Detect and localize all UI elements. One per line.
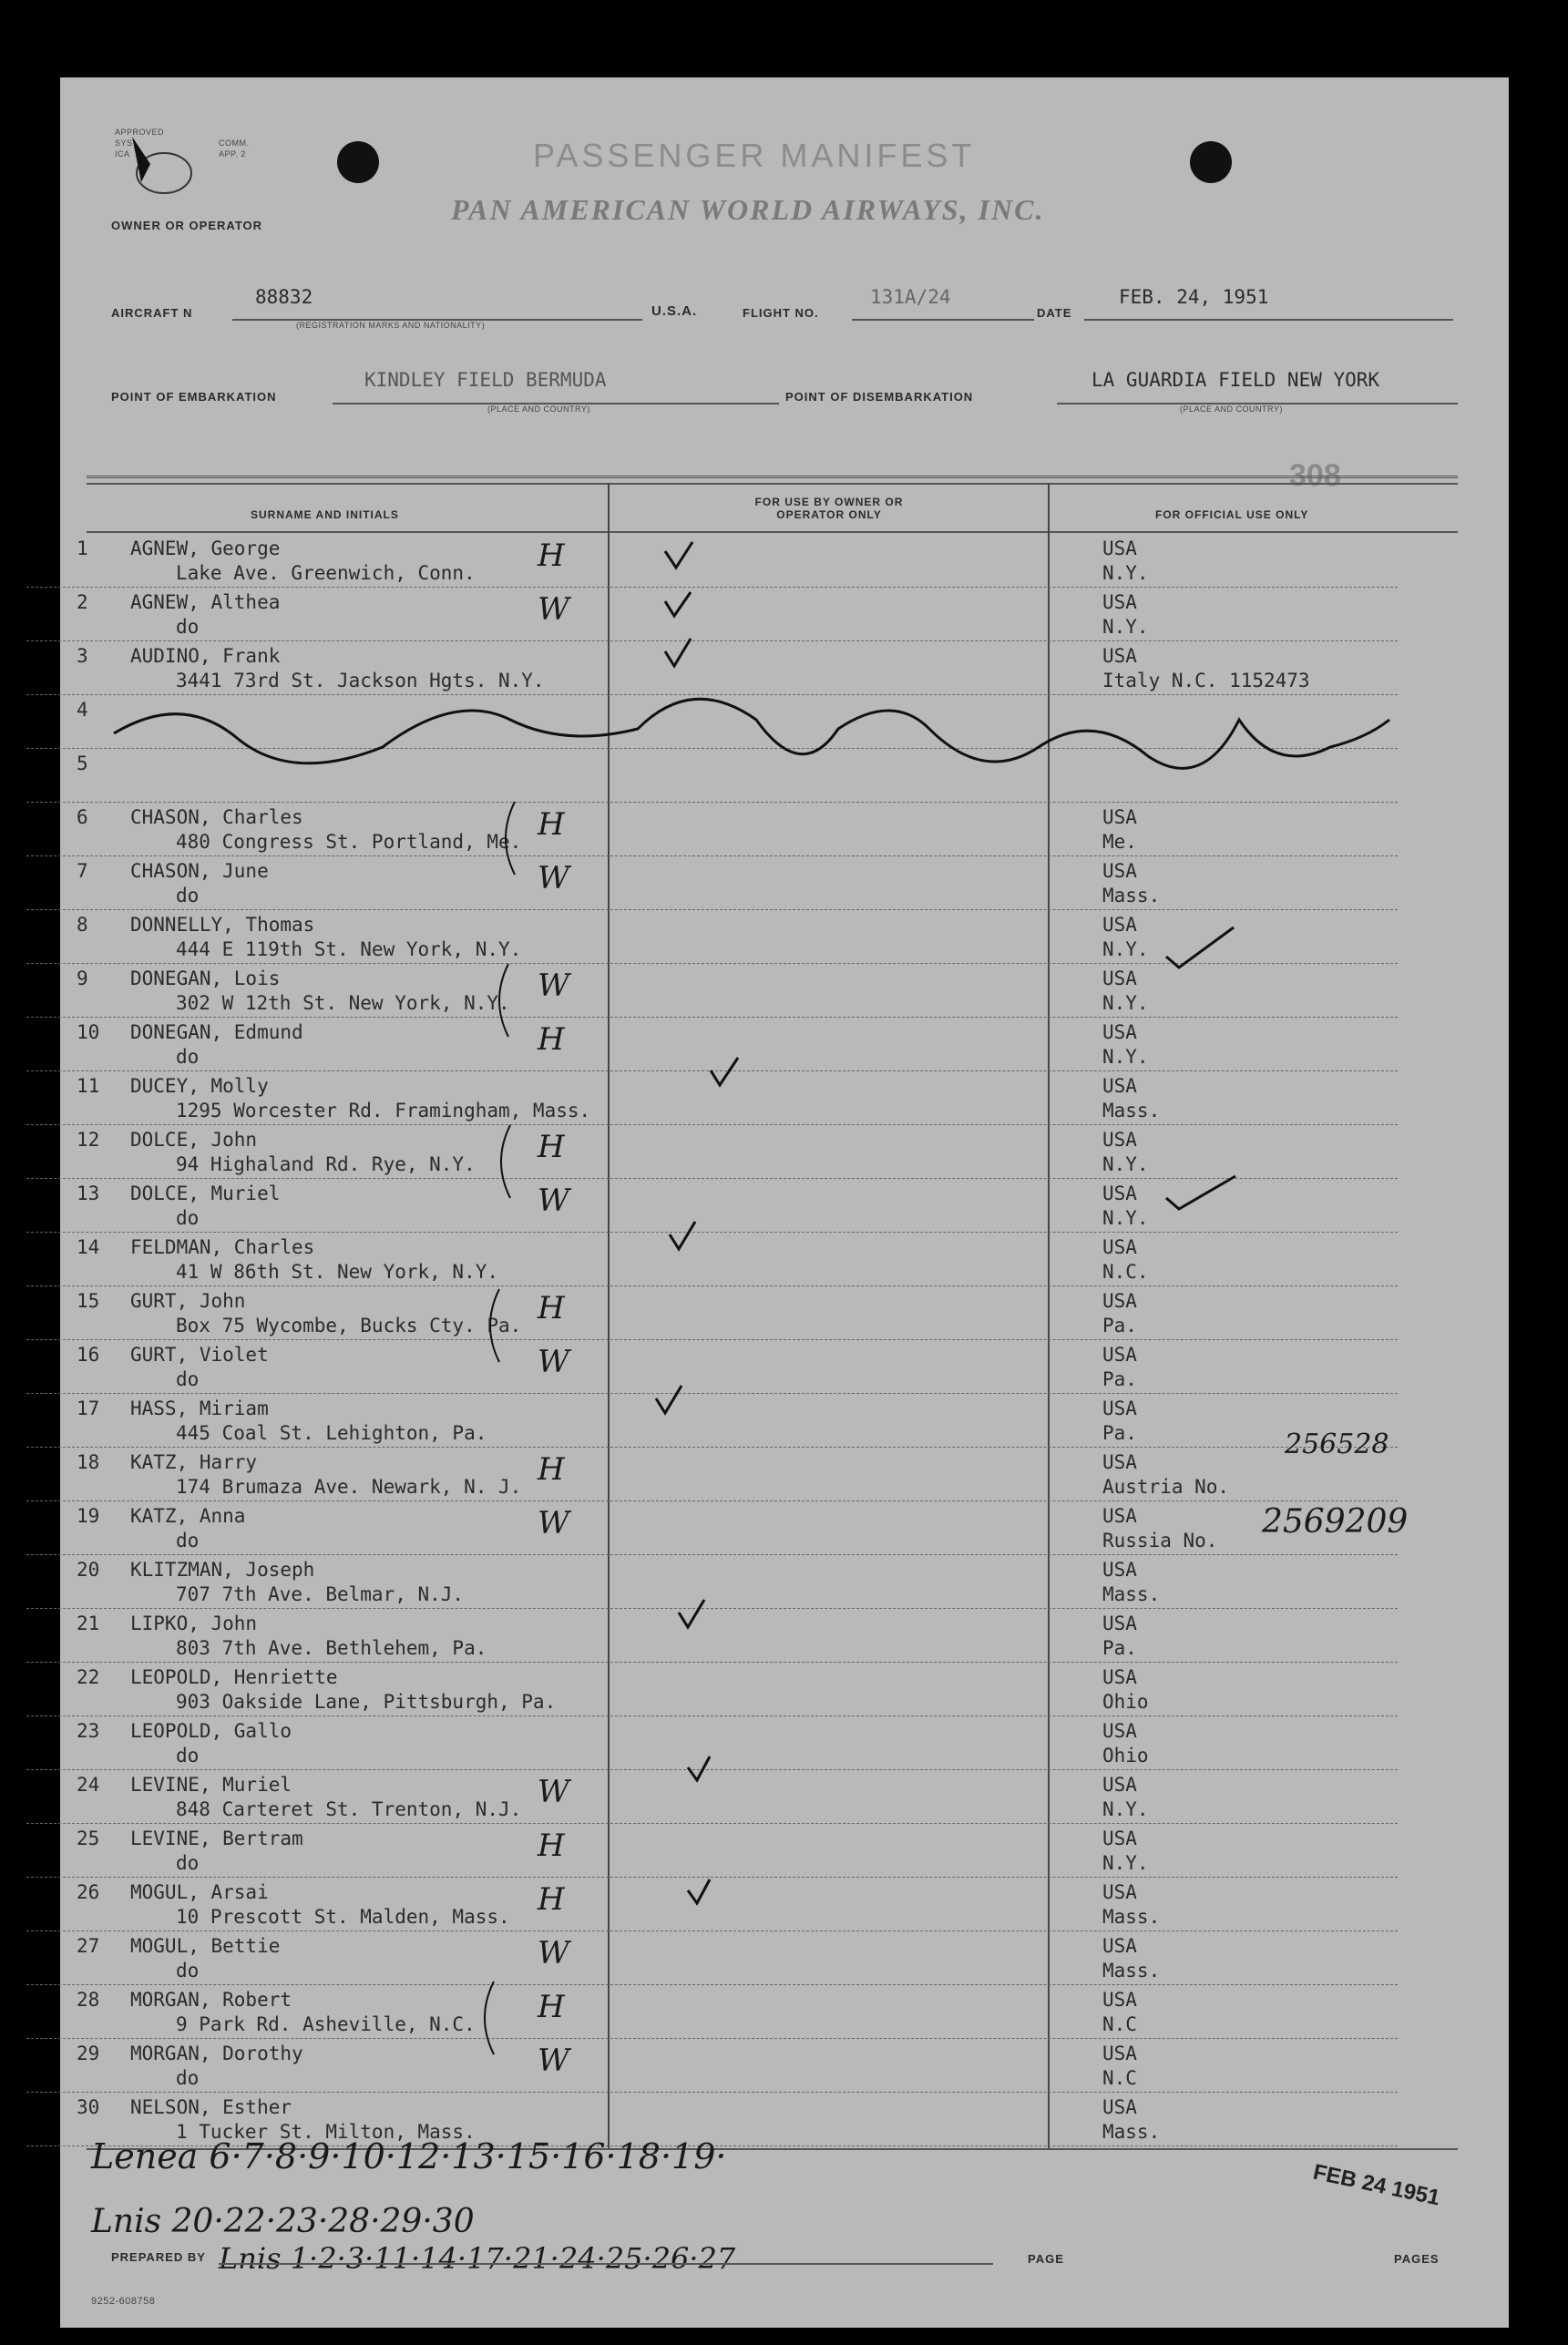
row-number: 11 (77, 1075, 100, 1097)
passenger-address: 445 Coal St. Lehighton, Pa. (176, 1422, 487, 1444)
bracket-marks (485, 802, 515, 2054)
passenger-address: 444 E 119th St. New York, N.Y. (176, 938, 522, 960)
passenger-name: CHASON, Charles (130, 806, 303, 828)
passenger-name: MOGUL, Arsai (130, 1881, 269, 1903)
passenger-name: LEOPOLD, Gallo (130, 1720, 292, 1742)
form-title: PASSENGER MANIFEST (533, 137, 976, 174)
official-nationality: USA (1102, 1236, 1137, 1258)
passenger-address: Box 75 Wycombe, Bucks Cty. Pa. (176, 1315, 522, 1336)
passenger-address: do (176, 616, 200, 638)
passenger-address: 10 Prescott St. Malden, Mass. (176, 1906, 510, 1928)
row-number: 24 (77, 1774, 100, 1796)
passenger-address: do (176, 1046, 200, 1068)
operator-mark: W (538, 860, 569, 896)
row-number: 8 (77, 914, 88, 936)
operator-mark: H (538, 806, 565, 843)
operator-mark: H (538, 1881, 565, 1918)
stamp-line-3: ICA (115, 149, 130, 159)
row-number: 1 (77, 538, 88, 559)
row-number: 27 (77, 1935, 100, 1957)
nationality: U.S.A. (651, 303, 698, 319)
official-nationality: USA (1102, 1881, 1137, 1903)
passenger-address: 707 7th Ave. Belmar, N.J. (176, 1583, 465, 1605)
passenger-address: 903 Oakside Lane, Pittsburgh, Pa. (176, 1691, 557, 1713)
flight-date: FEB. 24, 1951 (1119, 286, 1269, 308)
passenger-address: 848 Carteret St. Trenton, N.J. (176, 1798, 522, 1820)
disembark-point: LA GUARDIA FIELD NEW YORK (1091, 369, 1380, 391)
operator-mark: W (538, 591, 569, 628)
official-nationality: USA (1102, 1290, 1137, 1312)
operator-mark: H (538, 1021, 565, 1058)
passenger-address: do (176, 1530, 200, 1551)
passenger-address: do (176, 2067, 200, 2089)
official-nationality: USA (1102, 1183, 1137, 1204)
flight-label: FLIGHT NO. (743, 306, 819, 320)
operator-mark: H (538, 1129, 565, 1165)
passenger-name: LEVINE, Bertram (130, 1828, 303, 1849)
row-number: 29 (77, 2043, 100, 2064)
aircraft-number: 88832 (255, 286, 313, 308)
row-number: 5 (77, 753, 88, 774)
passenger-address: do (176, 885, 200, 906)
official-nationality: USA (1102, 1505, 1137, 1527)
row-number: 16 (77, 1344, 100, 1366)
passenger-name: KATZ, Harry (130, 1451, 258, 1473)
official-nationality: USA (1102, 1075, 1137, 1097)
handwritten-katz-anna-no: 2569209 (1262, 1503, 1409, 1541)
handwritten-katz-harry-no: 256528 (1285, 1429, 1389, 1460)
passenger-address: 302 W 12th St. New York, N.Y. (176, 992, 510, 1014)
passenger-name: LIPKO, John (130, 1613, 258, 1634)
operator-mark: H (538, 538, 565, 574)
official-residence: Mass. (1102, 1100, 1161, 1121)
row-number: 26 (77, 1881, 100, 1903)
passenger-address: do (176, 1960, 200, 1981)
passenger-address: do (176, 1745, 200, 1766)
official-nationality: USA (1102, 914, 1137, 936)
row-number: 13 (77, 1183, 100, 1204)
passenger-address: 803 7th Ave. Bethlehem, Pa. (176, 1637, 487, 1659)
received-date-stamp: FEB 24 1951 (1310, 2159, 1442, 2211)
operator-mark: H (538, 1451, 565, 1488)
operator-mark: H (538, 1290, 565, 1326)
row-number: 28 (77, 1989, 100, 2011)
official-nationality: USA (1102, 1451, 1137, 1473)
official-nationality: USA (1102, 1666, 1137, 1688)
official-residence: Pa. (1102, 1368, 1137, 1390)
passenger-name: MORGAN, Dorothy (130, 2043, 303, 2064)
official-nationality: USA (1102, 1720, 1137, 1742)
official-residence: Mass. (1102, 885, 1161, 906)
official-residence: N.Y. (1102, 562, 1149, 584)
official-residence: Pa. (1102, 1422, 1137, 1444)
registration-caption: (REGISTRATION MARKS AND NATIONALITY) (296, 321, 486, 330)
column-header-official: FOR OFFICIAL USE ONLY (1155, 508, 1309, 521)
passenger-name: NELSON, Esther (130, 2096, 292, 2118)
official-nationality: USA (1102, 968, 1137, 989)
official-residence: Mass. (1102, 1960, 1161, 1981)
official-residence: Pa. (1102, 1315, 1137, 1336)
prepared-by-underline (219, 2263, 993, 2265)
passenger-address: do (176, 1368, 200, 1390)
official-residence: N.Y. (1102, 1207, 1149, 1229)
official-nationality: USA (1102, 2043, 1137, 2064)
official-residence: N.Y. (1102, 1046, 1149, 1068)
passenger-name: AGNEW, George (130, 538, 281, 559)
pages-label: PAGES (1394, 2252, 1440, 2266)
operator-mark: W (538, 1935, 569, 1971)
official-nationality: USA (1102, 1021, 1137, 1043)
official-residence: N.C (1102, 2067, 1137, 2089)
operator-mark: W (538, 2043, 569, 2079)
stamp-line-1: APPROVED (115, 128, 165, 137)
owner-operator-label: OWNER OR OPERATOR (111, 219, 263, 232)
passenger-address: 94 Highaland Rd. Rye, N.Y. (176, 1153, 476, 1175)
official-residence: N.Y. (1102, 1153, 1149, 1175)
passenger-name: DUCEY, Molly (130, 1075, 269, 1097)
official-nationality: USA (1102, 1344, 1137, 1366)
passenger-address: 174 Brumaza Ave. Newark, N. J. (176, 1476, 522, 1498)
column-header-surname: SURNAME AND INITIALS (251, 508, 399, 521)
flight-number: 131A/24 (870, 286, 951, 308)
passenger-name: MOGUL, Bettie (130, 1935, 281, 1957)
disembark-label: POINT OF DISEMBARKATION (785, 390, 974, 404)
operator-mark: W (538, 968, 569, 1004)
passenger-name: DONEGAN, Lois (130, 968, 281, 989)
passenger-name: HASS, Miriam (130, 1398, 269, 1419)
column-header-owner: FOR USE BY OWNER OR OPERATOR ONLY (754, 496, 904, 521)
row-number: 10 (77, 1021, 100, 1043)
passenger-name: KATZ, Anna (130, 1505, 246, 1527)
disembark-caption: (PLACE AND COUNTRY) (1180, 404, 1283, 414)
official-residence: N.Y. (1102, 616, 1149, 638)
embark-point: KINDLEY FIELD BERMUDA (364, 369, 607, 391)
passenger-name: KLITZMAN, Joseph (130, 1559, 315, 1581)
row-number: 9 (77, 968, 88, 989)
passenger-address: do (176, 1852, 200, 1874)
passenger-name: DOLCE, John (130, 1129, 258, 1151)
official-nationality: USA (1102, 1989, 1137, 2011)
date-label: DATE (1037, 306, 1072, 320)
embark-label: POINT OF EMBARKATION (111, 390, 277, 404)
passenger-address: 3441 73rd St. Jackson Hgts. N.Y. (176, 670, 545, 691)
passenger-name: MORGAN, Robert (130, 1989, 292, 2011)
official-residence: Mass. (1102, 2121, 1161, 2143)
row-number: 19 (77, 1505, 100, 1527)
official-residence: Mass. (1102, 1583, 1161, 1605)
official-nationality: USA (1102, 1774, 1137, 1796)
official-nationality: USA (1102, 806, 1137, 828)
row-number: 15 (77, 1290, 100, 1312)
official-nationality: USA (1102, 860, 1137, 882)
official-residence: N.C (1102, 2013, 1137, 2035)
page-label: PAGE (1028, 2252, 1064, 2266)
official-residence: N.Y. (1102, 992, 1149, 1014)
owner-operator-name: PAN AMERICAN WORLD AIRWAYS, INC. (451, 193, 1045, 226)
row-number: 7 (77, 860, 88, 882)
passenger-name: FELDMAN, Charles (130, 1236, 315, 1258)
aircraft-label: AIRCRAFT N (111, 306, 193, 320)
official-nationality: USA (1102, 591, 1137, 613)
official-nationality: USA (1102, 2096, 1137, 2118)
row-number: 21 (77, 1613, 100, 1634)
prepared-by-label: PREPARED BY (111, 2250, 206, 2264)
passenger-name: GURT, Violet (130, 1344, 269, 1366)
passenger-name: DONNELLY, Thomas (130, 914, 315, 936)
stamp-line-5: APP. 2 (219, 149, 246, 159)
row-number: 12 (77, 1129, 100, 1151)
official-residence: N.Y. (1102, 1798, 1149, 1820)
official-residence: Austria No. (1102, 1476, 1230, 1498)
check-marks (656, 542, 1235, 1903)
stamp-line-2: SYS (115, 138, 133, 148)
passenger-name: LEVINE, Muriel (130, 1774, 292, 1796)
row-number: 20 (77, 1559, 100, 1581)
passenger-name: CHASON, June (130, 860, 269, 882)
official-nationality: USA (1102, 1935, 1137, 1957)
official-residence: N.Y. (1102, 1852, 1149, 1874)
stamp-line-4: COMM. (219, 138, 250, 148)
passenger-name: AUDINO, Frank (130, 645, 281, 667)
passenger-address: Lake Ave. Greenwich, Conn. (176, 562, 476, 584)
official-nationality: USA (1102, 1613, 1137, 1634)
row-number: 18 (77, 1451, 100, 1473)
passenger-name: LEOPOLD, Henriette (130, 1666, 338, 1688)
form-number: 9252-608758 (91, 2296, 156, 2307)
operator-mark: W (538, 1183, 569, 1219)
operator-mark: W (538, 1774, 569, 1810)
passenger-address: 41 W 86th St. New York, N.Y. (176, 1261, 499, 1283)
official-nationality: USA (1102, 1398, 1137, 1419)
passenger-name: DOLCE, Muriel (130, 1183, 281, 1204)
official-residence: Italy N.C. 1152473 (1102, 670, 1310, 691)
row-number: 4 (77, 699, 88, 721)
operator-mark: H (538, 1989, 565, 2025)
row-number: 25 (77, 1828, 100, 1849)
row-number: 17 (77, 1398, 100, 1419)
official-residence: Pa. (1102, 1637, 1137, 1659)
handwritten-line-1: Lenea 6·7·8·9·10·12·13·15·16·18·19· (91, 2136, 727, 2176)
page-stamp-number: 308 (1289, 458, 1341, 493)
official-residence: Mass. (1102, 1906, 1161, 1928)
operator-mark: W (538, 1505, 569, 1541)
passenger-address: do (176, 1207, 200, 1229)
operator-mark: H (538, 1828, 565, 1864)
handwritten-line-3: Lnis 1·2·3·11·14·17·21·24·25·26·27 (219, 2241, 736, 2276)
passenger-address: 1295 Worcester Rd. Framingham, Mass. (176, 1100, 591, 1121)
row-number: 3 (77, 645, 88, 667)
passenger-address: 9 Park Rd. Asheville, N.C. (176, 2013, 476, 2035)
row-number: 23 (77, 1720, 100, 1742)
official-nationality: USA (1102, 538, 1137, 559)
passenger-address: 480 Congress St. Portland, Me. (176, 831, 522, 853)
operator-mark: W (538, 1344, 569, 1380)
row-number: 30 (77, 2096, 100, 2118)
row-number: 2 (77, 591, 88, 613)
official-residence: Ohio (1102, 1691, 1149, 1713)
official-residence: Me. (1102, 831, 1137, 853)
official-residence: Ohio (1102, 1745, 1149, 1766)
official-residence: N.C. (1102, 1261, 1149, 1283)
official-nationality: USA (1102, 1129, 1137, 1151)
passenger-name: GURT, John (130, 1290, 246, 1312)
handwritten-line-2: Lnis 20·22·23·28·29·30 (91, 2203, 475, 2240)
row-number: 6 (77, 806, 88, 828)
official-residence: Russia No. (1102, 1530, 1218, 1551)
official-residence: N.Y. (1102, 938, 1149, 960)
official-nationality: USA (1102, 1828, 1137, 1849)
official-nationality: USA (1102, 645, 1137, 667)
passenger-name: AGNEW, Althea (130, 591, 281, 613)
embark-caption: (PLACE AND COUNTRY) (487, 404, 590, 414)
row-number: 22 (77, 1666, 100, 1688)
row-number: 14 (77, 1236, 100, 1258)
official-nationality: USA (1102, 1559, 1137, 1581)
passenger-address: 1 Tucker St. Milton, Mass. (176, 2121, 476, 2143)
passenger-name: DONEGAN, Edmund (130, 1021, 303, 1043)
